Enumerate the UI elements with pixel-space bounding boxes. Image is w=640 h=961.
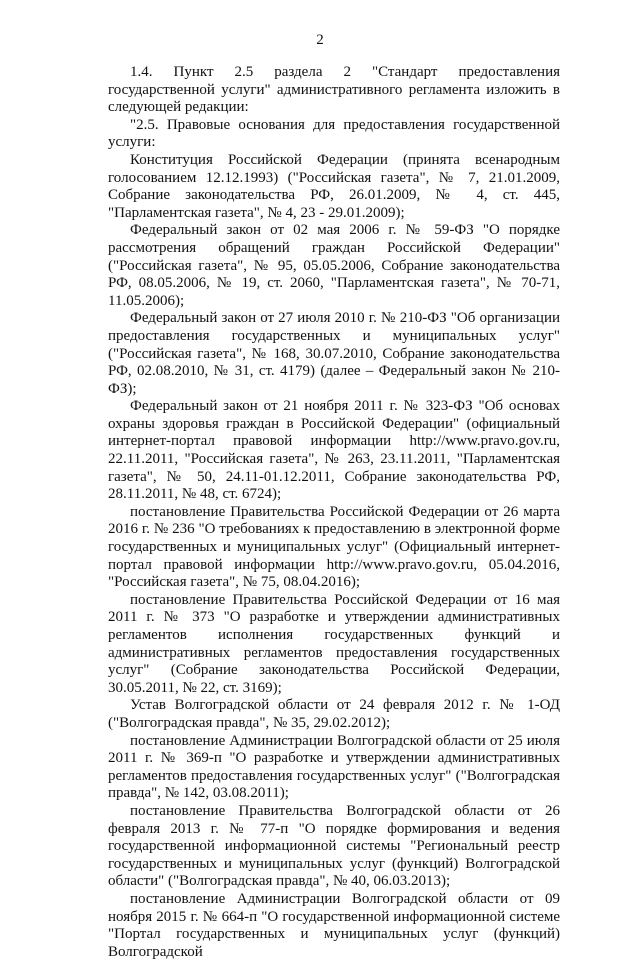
paragraph-federal-law-323: Федеральный закон от 21 ноября 2011 г. № 323-ФЗ "Об основах охраны здоровья граждан в Российской Федерации" (официальный интернет-портал правовой информации http://www.pravo.gov.ru, 22.11.2011, "Российская газета", № 263, 23.11.2011, "Парламентская газета", № 50, 24.11-01.12.2011, Собрание законодательства РФ, 28.11.2011, № 48, ст. 6724); — [108, 398, 560, 503]
paragraph-volgograd-charter: Устав Волгоградской области от 24 февраля 2012 г. № 1-ОД ("Волгоградская правда", № 35, 29.02.2012); — [108, 697, 560, 731]
paragraph-resolution-664: постановление Администрации Волгоградской области от 09 ноября 2015 г. № 664-п "О государственной информационной системе "Портал государственных и муниципальных услуг (функций) Волгоградской — [108, 890, 560, 960]
paragraph-resolution-373: постановление Правительства Российской Федерации от 16 мая 2011 г. № 373 "О разработке и утверждении административных регламентов исполнения государственных функций и административных регламентов предоставления государственных услуг" (Собрание законодательства Российской Федерации, 30.05.2011, № 22, ст. 3169); — [108, 591, 560, 696]
paragraph-amendment-intro: 1.4. Пункт 2.5 раздела 2 "Стандарт предоставления государственной услуги" административного регламента изложить в следующей редакции: — [108, 64, 560, 116]
paragraph-resolution-77: постановление Правительства Волгоградской области от 26 февраля 2013 г. № 77-п "О порядке формирования и ведения государственной информационной системы "Региональный реестр государственных и муниципальных услуг (функций) Волгоградской области" ("Волгоградская правда", № 40, 06.03.2013); — [108, 802, 560, 890]
paragraph-resolution-236: постановление Правительства Российской Федерации от 26 марта 2016 г. № 236 "О требованиях к предоставлению в электронной форме государственных и муниципальных услуг" (Официальный интернет-портал правовой информации http://www.pravo.gov.ru, 05.04.2016, "Российская газета", № 75, 08.04.2016); — [108, 503, 560, 591]
document-body — [108, 64, 560, 961]
paragraph-federal-law-59: Федеральный закон от 02 мая 2006 г. № 59-ФЗ "О порядке рассмотрения обращений граждан Российской Федерации" ("Российская газета", № 95, 05.05.2006, Собрание законодательства РФ, 08.05.2006, № 19, ст. 2060, "Парламентская газета", № 70-71, 11.05.2006); — [108, 222, 560, 309]
paragraph-constitution: Конституция Российской Федерации (принята всенародным голосованием 12.12.1993) ("Российская газета", № 7, 21.01.2009, Собрание законодательства РФ, 26.01.2009, № 4, ст. 445, "Парламентская газета", № 4, 23 - 29.01.2009); — [108, 151, 560, 221]
page-number: 2 — [316, 32, 324, 48]
paragraph-federal-law-210: Федеральный закон от 27 июля 2010 г. № 210-ФЗ "Об организации предоставления государственных и муниципальных услуг" ("Российская газета", № 168, 30.07.2010, Собрание законодательства РФ, 02.08.2010, № 31, ст. 4179) (далее – Федеральный закон № 210-ФЗ); — [108, 310, 560, 397]
paragraph-section-2-5-heading: "2.5. Правовые основания для предоставления государственной услуги: — [108, 116, 560, 151]
paragraph-resolution-369: постановление Администрации Волгоградской области от 25 июля 2011 г. № 369-п "О разработке и утверждении административных регламентов предоставления государственных услуг" ("Волгоградская правда", № 142, 03.08.2011); — [108, 732, 560, 802]
